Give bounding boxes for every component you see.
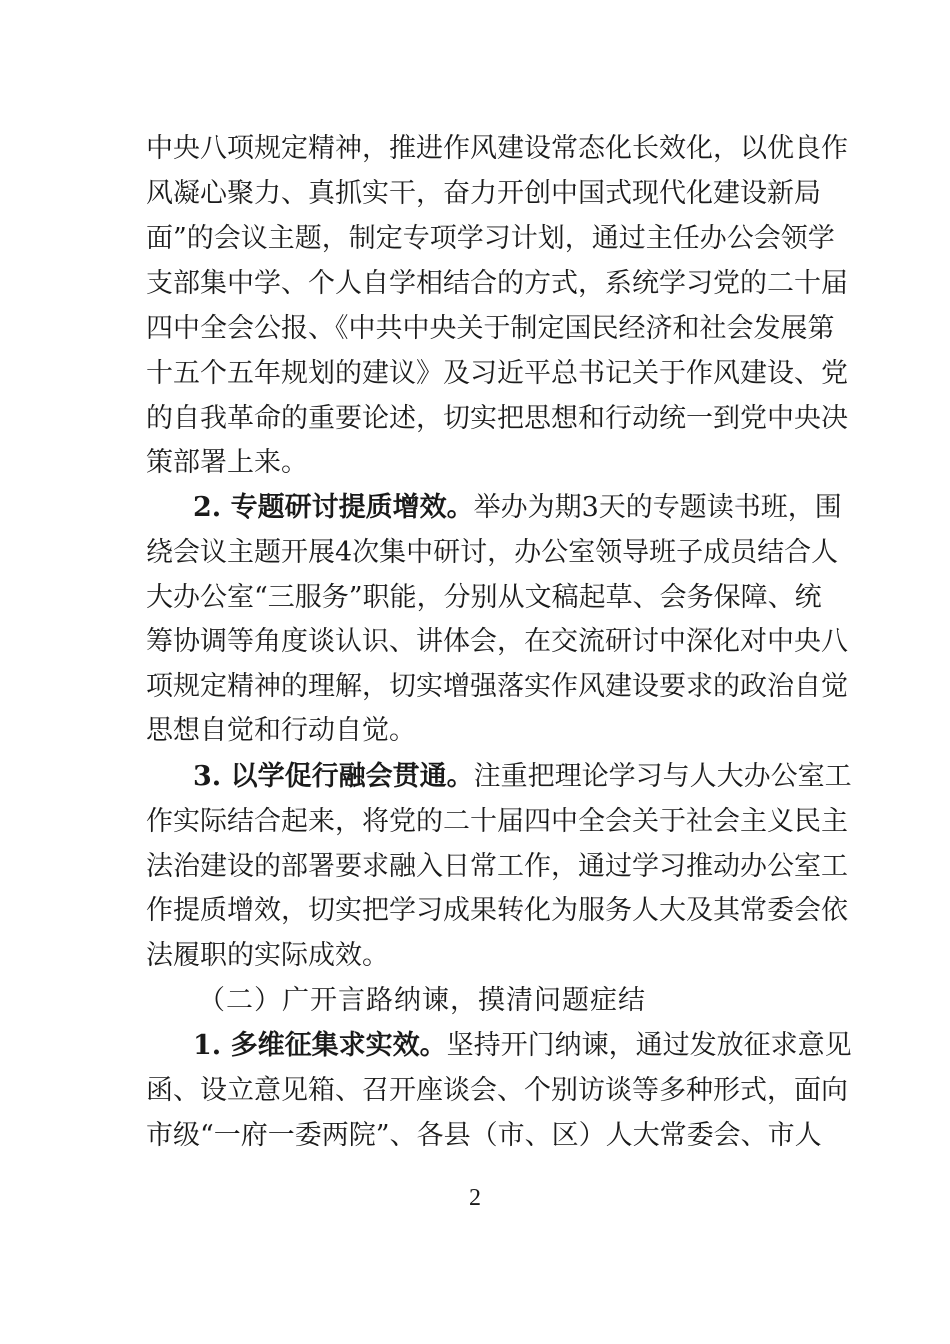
paragraph-heading: 2. 专题研讨提质增效。 — [193, 492, 474, 523]
paragraph-text: 坚持开门纳谏，通过发放征求意见 — [446, 1030, 852, 1061]
body-text-line: 风凝心聚力、真抓实干，奋力开创中国式现代化建设新局 — [146, 178, 821, 209]
body-text-line: 四中全会公报、《中共中央关于制定国民经济和社会发展第 — [146, 313, 835, 344]
body-text-line: 项规定精神的理解，切实增强落实作风建设要求的政治自觉 — [146, 671, 848, 702]
paragraph-text: 举办为期3天的专题读书班，围 — [473, 492, 842, 523]
paragraph-first-line — [193, 755, 852, 799]
body-text-line: 大办公室“三服务”职能，分别从文稿起草、会务保障、统 — [146, 582, 822, 613]
body-text-line: 策部署上来。 — [146, 447, 308, 478]
body-text-line: 作实际结合起来，将党的二十届四中全会关于社会主义民主 — [146, 806, 848, 837]
section-heading: （二）广开言路纳谏，摸清问题症结 — [198, 985, 646, 1016]
body-text-line: 中央八项规定精神，推进作风建设常态化长效化，以优良作 — [146, 133, 848, 164]
paragraph-first-line — [193, 486, 842, 530]
paragraph-first-line — [193, 1024, 852, 1068]
body-text-line: 的自我革命的重要论述，切实把思想和行动统一到党中央决 — [146, 403, 848, 434]
body-text-line: 筹协调等角度谈认识、讲体会，在交流研讨中深化对中央八 — [146, 626, 848, 657]
page-number: 2 — [469, 1185, 481, 1211]
body-text-line: 绕会议主题开展4次集中研讨，办公室领导班子成员结合人 — [146, 537, 839, 568]
paragraph-text: 注重把理论学习与人大办公室工 — [473, 761, 852, 792]
body-text-line: 市级“一府一委两院”、各县（市、区）人大常委会、市人 — [146, 1120, 822, 1151]
body-text-line: 函、设立意见箱、召开座谈会、个别访谈等多种形式，面向 — [146, 1075, 848, 1106]
body-text-line: 面”的会议主题，制定专项学习计划，通过主任办公会领学 — [146, 223, 835, 254]
body-text-line: 作提质增效，切实把学习成果转化为服务人大及其常委会依 — [146, 895, 848, 926]
body-text-line: 法履职的实际成效。 — [146, 940, 389, 971]
body-text-line: 法治建设的部署要求融入日常工作，通过学习推动办公室工 — [146, 851, 848, 882]
body-text-line: 支部集中学、个人自学相结合的方式，系统学习党的二十届 — [146, 268, 848, 299]
body-text-line: 思想自觉和行动自觉。 — [146, 715, 416, 746]
paragraph-heading: 3. 以学促行融会贯通。 — [193, 761, 474, 792]
body-text-line: 十五个五年规划的建议》及习近平总书记关于作风建设、党 — [146, 358, 848, 389]
paragraph-heading: 1. 多维征集求实效。 — [193, 1030, 447, 1061]
